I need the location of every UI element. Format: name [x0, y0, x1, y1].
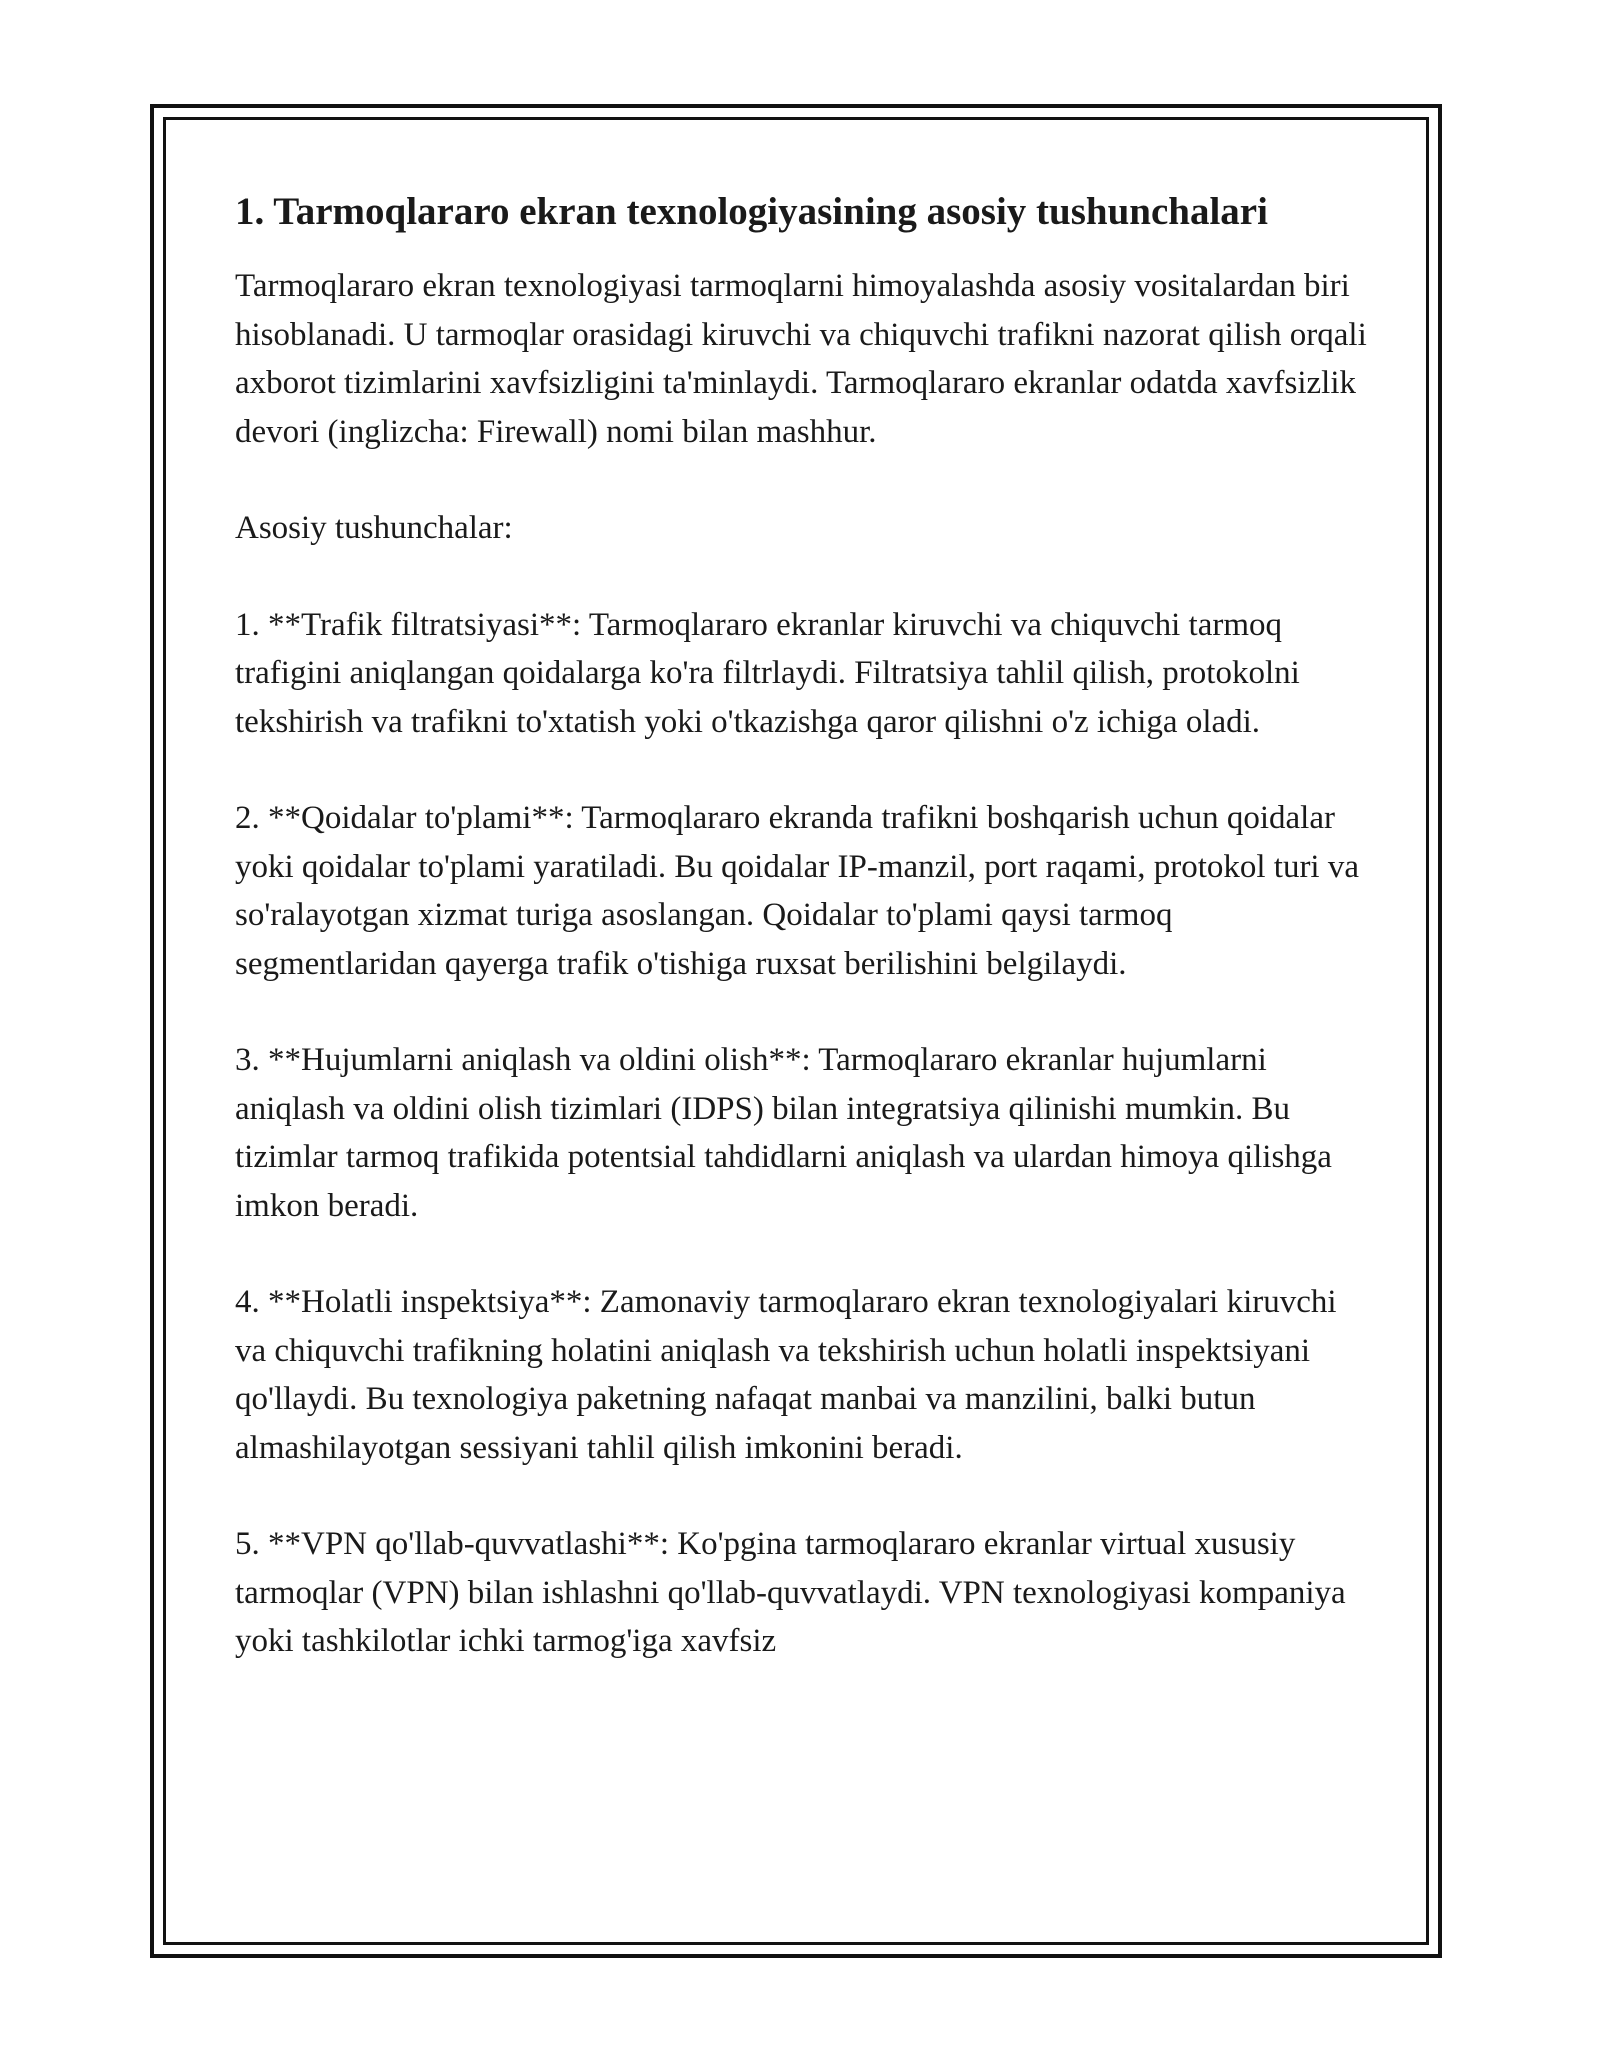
- document-body: [235, 188, 1370, 1714]
- list-item-hujumlarni-aniqlash: 3. **Hujumlarni aniqlash va oldini olish**: Tarmoqlararo ekranlar hujumlarni aniqlash va oldini olish tizimlari (IDPS) bilan integratsiya qilinishi mumkin. Bu tizimlar tarmoq trafikida potentsial tahdidlarni aniqlash va ulardan himoya qilishga imkon beradi.: [235, 1042, 1332, 1224]
- subheading: Asosiy tushunchalar:: [235, 510, 513, 546]
- list-item-qoidalar-toplami: 2. **Qoidalar to'plami**: Tarmoqlararo ekranda trafikni boshqarish uchun qoidalar yoki qoidalar to'plami yaratiladi. Bu qoidalar IP-manzil, port raqami, protokol turi va so'ralayotgan xizmat turiga asoslangan. Qoidalar to'plami qaysi tarmoq segmentlaridan qayerga trafik o'tishiga ruxsat berilishini belgilaydi.: [235, 800, 1359, 982]
- document-title: 1. Tarmoqlararo ekran texnologiyasining asosiy tushunchalari: [235, 190, 1268, 233]
- intro-paragraph: Tarmoqlararo ekran texnologiyasi tarmoqlarni himoyalashda asosiy vositalardan biri hisoblanadi. U tarmoqlar orasidagi kiruvchi va chiquvchi trafikni nazorat qilish orqali axborot tizimlarini xavfsizligini ta'minlaydi. Tarmoqlararo ekranlar odatda xavfsizlik devori (inglizcha: Firewall) nomi bilan mashhur.: [235, 268, 1367, 450]
- list-item-trafik-filtratsiyasi: 1. **Trafik filtratsiyasi**: Tarmoqlararo ekranlar kiruvchi va chiquvchi tarmoq trafigini aniqlangan qoidalarga ko'ra filtrlaydi. Filtratsiya tahlil qilish, protokolni tekshirish va trafikni to'xtatish yoki o'tkazishga qaror qilishni o'z ichiga oladi.: [235, 606, 1300, 740]
- list-item-holatli-inspektsiya: 4. **Holatli inspektsiya**: Zamonaviy tarmoqlararo ekran texnologiyalari kiruvchi va chiquvchi trafikning holatini aniqlash va tekshirish uchun holatli inspektsiyani qo'llaydi. Bu texnologiya paketning nafaqat manbai va manzilini, balki butun almashilayotgan sessiyani tahlil qilish imkonini beradi.: [235, 1284, 1337, 1466]
- list-item-vpn: 5. **VPN qo'llab-quvvatlashi**: Ko'pgina tarmoqlararo ekranlar virtual xususiy tarmoqlar (VPN) bilan ishlashni qo'llab-quvvatlaydi. VPN texnologiyasi kompaniya yoki tashkilotlar ichki tarmog'iga xavfsiz: [235, 1526, 1346, 1659]
